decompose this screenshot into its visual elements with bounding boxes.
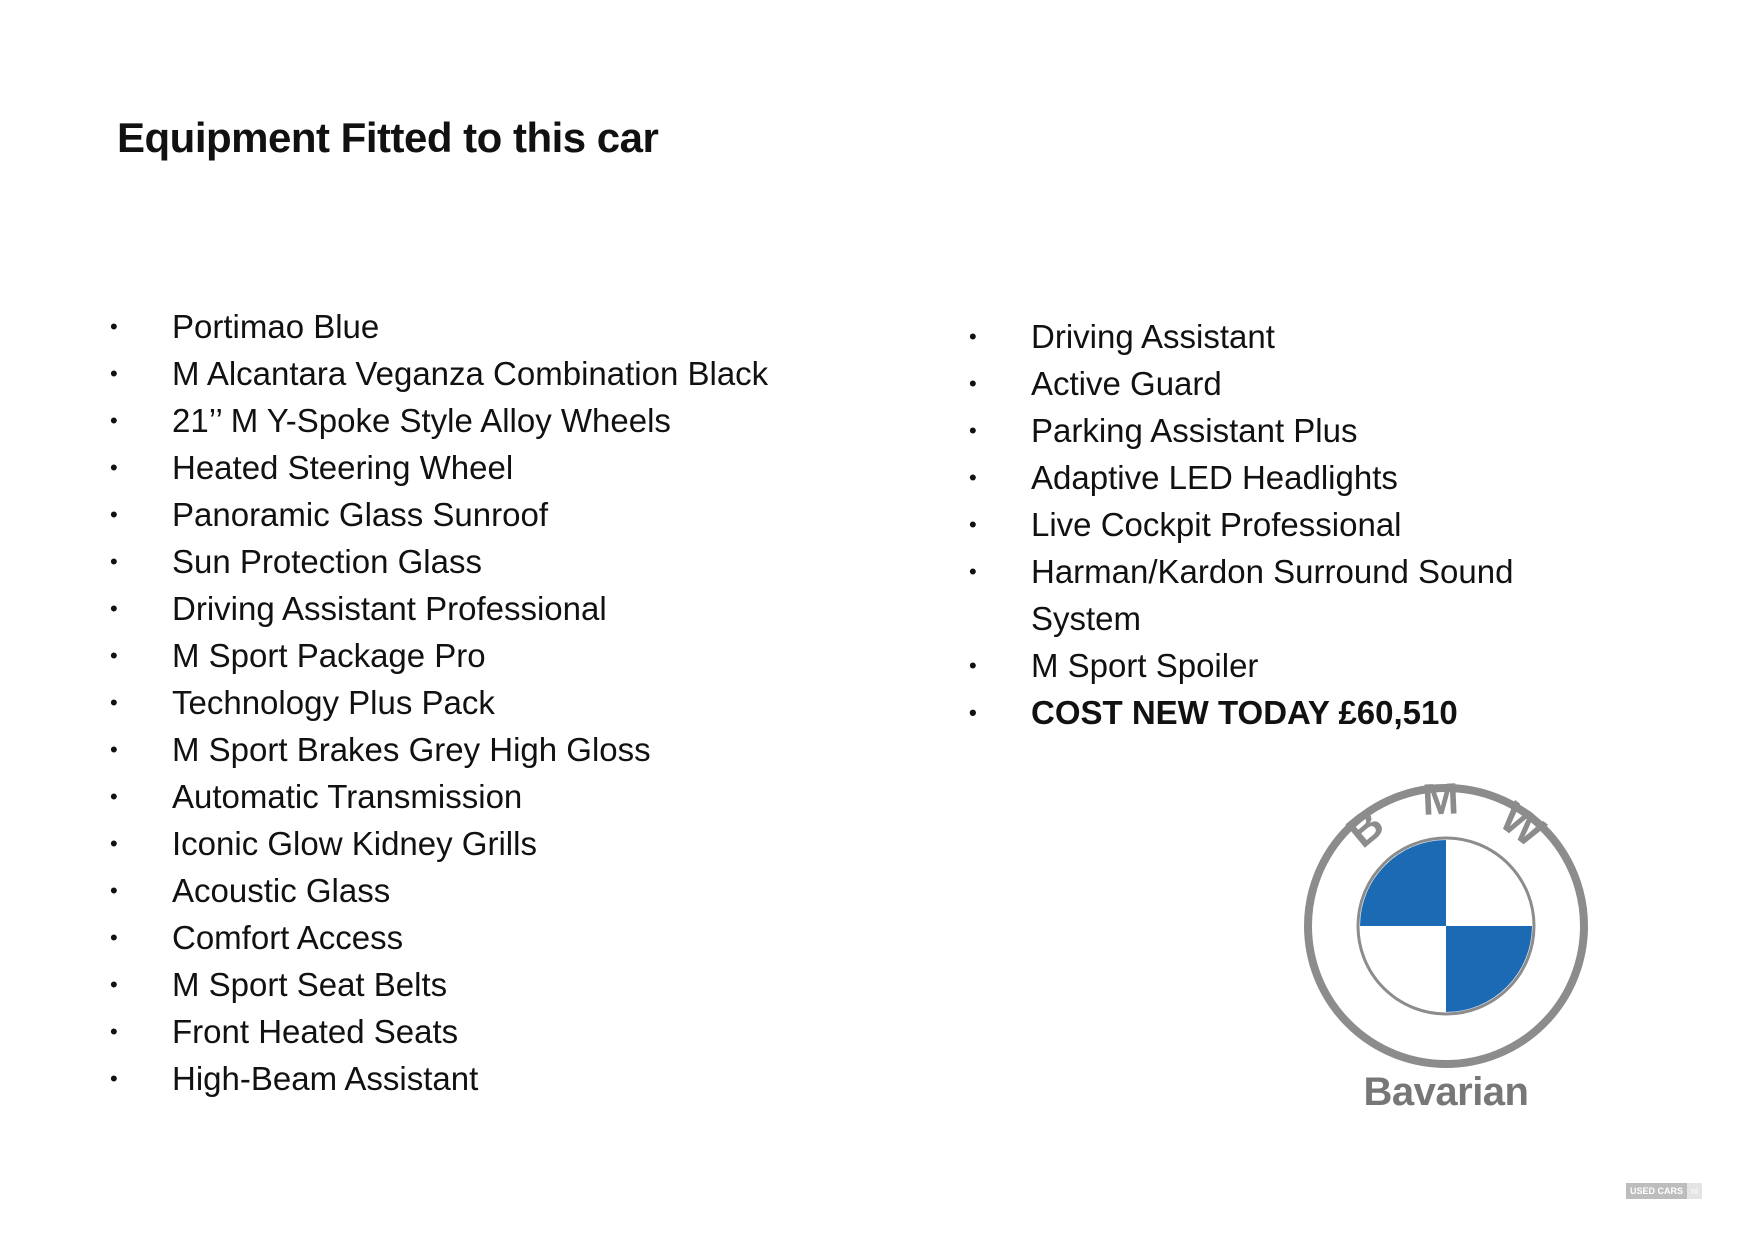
list-item [110,538,768,585]
equipment-item-label: Acoustic Glass [172,872,391,909]
equipment-list-right [969,313,1551,736]
bullet-icon: • [110,1066,118,1091]
bullet-icon: • [110,314,118,339]
equipment-item-label: Panoramic Glass Sunroof [172,496,549,533]
brand-caption: Bavarian [1363,1070,1529,1114]
watermark-label: USED CARS [1626,1183,1687,1199]
list-item [110,585,768,632]
bullet-icon: • [969,653,977,678]
equipment-list-left [110,303,769,1102]
equipment-item-label: M Sport Seat Belts [172,966,448,1003]
list-item [110,397,768,444]
equipment-item-label: Driving Assistant Professional [172,590,607,627]
bullet-icon: • [110,596,118,621]
list-item [110,773,768,820]
price-item [969,689,1551,736]
list-item [969,548,1551,642]
list-item [110,914,768,961]
bullet-icon: • [110,502,118,527]
bullet-icon: • [110,878,118,903]
bullet-icon: • [110,737,118,762]
equipment-item-label: Driving Assistant [1031,318,1275,355]
equipment-item-label: Adaptive LED Headlights [1031,459,1398,496]
bullet-icon: • [969,418,977,443]
bullet-icon: • [110,643,118,668]
watermark-badge [1626,1183,1702,1199]
bullet-icon: • [110,1019,118,1044]
equipment-item-label: Iconic Glow Kidney Grills [172,825,537,862]
page-title: Equipment Fitted to this car [117,114,659,161]
equipment-item-label: 21’’ M Y-Spoke Style Alloy Wheels [172,402,671,439]
equipment-item-label: M Sport Brakes Grey High Gloss [172,731,651,768]
bullet-icon: • [110,972,118,997]
equipment-item-label: Heated Steering Wheel [172,449,514,486]
list-item [969,501,1551,548]
equipment-item-label: Parking Assistant Plus [1031,412,1358,449]
list-item [110,491,768,538]
equipment-item-label: Live Cockpit Professional [1031,506,1402,543]
equipment-item-label: Portimao Blue [172,308,380,345]
equipment-item-label: High-Beam Assistant [172,1060,479,1097]
list-item [110,1055,768,1102]
list-item [110,350,769,397]
bullet-icon: • [110,925,118,950]
bmw-roundel-icon [1300,780,1592,1072]
list-item [110,726,768,773]
list-item [110,679,768,726]
bullet-icon: • [110,549,118,574]
equipment-item-label: Sun Protection Glass [172,543,482,580]
bullet-icon: • [110,784,118,809]
bullet-icon: • [969,465,977,490]
equipment-item-label: M Alcantara Veganza Combination Black [172,355,769,392]
equipment-item-label: Technology Plus Pack [172,684,495,721]
bullet-icon: • [969,700,977,725]
bullet-icon: • [969,559,977,584]
list-item [969,360,1551,407]
bullet-icon: • [110,455,118,480]
list-item [110,1008,768,1055]
equipment-item-label: Comfort Access [172,919,404,956]
watermark-suffix: ni [1687,1183,1702,1199]
bullet-icon: • [969,512,977,537]
price-label: COST NEW TODAY £60,510 [1031,694,1458,731]
list-item [110,444,768,491]
list-item [110,632,768,679]
list-item [969,313,1551,360]
equipment-item-label: Harman/Kardon Surround Sound System [1031,553,1514,637]
equipment-item-label: M Sport Spoiler [1031,647,1259,684]
list-item [110,303,768,350]
list-item [110,961,768,1008]
list-item [969,454,1551,501]
list-item [110,820,768,867]
blue-quadrant-bottom-right [1446,926,1532,1012]
equipment-item-label: Active Guard [1031,365,1222,402]
equipment-item-label: M Sport Package Pro [172,637,486,674]
equipment-item-label: Front Heated Seats [172,1013,459,1050]
bmw-logo [1300,780,1592,1072]
bullet-icon: • [110,408,118,433]
bullet-icon: • [110,690,118,715]
bullet-icon: • [969,371,977,396]
bullet-icon: • [969,324,977,349]
roundel-letters: B M W [1337,780,1554,858]
list-item [110,867,768,914]
bullet-icon: • [110,361,118,386]
equipment-item-label: Automatic Transmission [172,778,523,815]
bullet-icon: • [110,831,118,856]
list-item [969,407,1551,454]
list-item [969,642,1551,689]
